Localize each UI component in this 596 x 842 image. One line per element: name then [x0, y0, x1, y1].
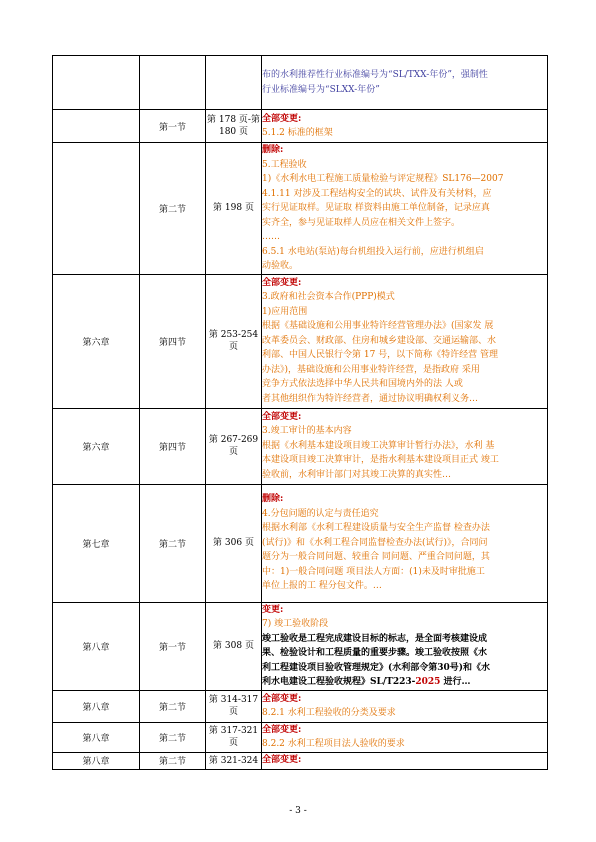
- section-cell: 第二节: [140, 722, 206, 752]
- content-line: 竣工验收是工程完成建设目标的标志，是全面考核建设成: [262, 633, 488, 644]
- content-line: 5.1.2 标准的框架: [262, 128, 333, 138]
- content-line: 根据《基础设施和公用事业特许经营管理办法》(国家发 展: [262, 321, 494, 332]
- section-cell: 第二节: [140, 484, 206, 602]
- page-number: - 3 -: [289, 806, 307, 816]
- chapter-cell: 第八章: [53, 752, 140, 769]
- table-row: [53, 484, 548, 602]
- content-line: 者其他组织作为特许经营者，通过协议明确权利义务…: [262, 393, 479, 404]
- content-line: 5.工程验收: [262, 159, 307, 170]
- content-line: 布的水利推荐性行业标准编号为“SL/TXX-年份”，强制性: [262, 70, 488, 80]
- chapter-cell: 第八章: [53, 722, 140, 752]
- change-content-cell: [262, 484, 548, 602]
- highlighted-year: 2025: [415, 677, 441, 687]
- section-cell: 第二节: [140, 752, 206, 769]
- content-line: 6.5.1 水电站(泵站)每台机组投入运行前，应进行机组启: [262, 246, 484, 257]
- page-range-cell: 第 178 页-第 180 页: [206, 110, 262, 143]
- content-line: 7) 竣工验收阶段: [262, 619, 329, 629]
- section-cell: 第一节: [140, 602, 206, 690]
- content-line: 中：1)一般合同问题 项目法人方面：(1)未及时审批施工: [262, 566, 485, 577]
- content-line: 3.政府和社会资本合作(PPP)模式: [262, 292, 395, 303]
- content-line: 单位上报的工 程分包文件。…: [262, 581, 382, 592]
- chapter-cell: [53, 110, 140, 143]
- chapter-cell: 第七章: [53, 484, 140, 602]
- table-row: [53, 56, 548, 110]
- content-line: 题分为一般合同问题、较重合 同问题、严重合同问题，其: [262, 552, 490, 563]
- change-content-cell: [262, 690, 548, 722]
- chapter-cell: [53, 56, 140, 110]
- page-range-cell: 第 267-269 页: [206, 408, 262, 484]
- page-range-cell: [206, 56, 262, 110]
- table-row: [53, 143, 548, 275]
- content-line: 利部、中国人民银行令第 17 号，以下简称《特许经营 管理: [262, 350, 499, 361]
- table-row: [53, 274, 548, 408]
- change-content-cell: [262, 752, 548, 769]
- content-line: 8.2.1 水利工程验收的分类及要求: [262, 708, 396, 718]
- chapter-cell: 第八章: [53, 690, 140, 722]
- content-line: 全部变更:: [262, 113, 302, 124]
- content-line: 1)《水利水电工程施工质量检验与评定规程》SL176—2007: [262, 174, 504, 184]
- content-line: 实行见证取样。见证取 样资料由施工单位制备，记录应真: [262, 203, 490, 213]
- change-content-cell: [262, 143, 548, 275]
- content-line: 利工程建设项目验收管理规定》(水利部令第30号)和《水: [262, 662, 491, 673]
- content-line: 竞争方式依法选择中华人民共和国境内外的法 人或: [262, 379, 463, 390]
- table-row: [53, 690, 548, 722]
- section-cell: 第二节: [140, 143, 206, 275]
- page-range-cell: 第 321-324: [206, 752, 262, 769]
- chapter-cell: 第八章: [53, 602, 140, 690]
- content-line: 改革委员会、财政部、住房和城乡建设部、交通运输部、水: [262, 335, 497, 346]
- page-range-cell: 第 314-317 页: [206, 690, 262, 722]
- section-cell: 第四节: [140, 408, 206, 484]
- section-cell: 第一节: [140, 110, 206, 143]
- content-line: 全部变更:: [262, 724, 302, 735]
- content-line: (试行)》和《水利工程合同监督检查办法(试行)》，合同问: [262, 537, 488, 548]
- change-content-cell: [262, 110, 548, 143]
- content-line: 8.2.2 水利工程项目法人验收的要求: [262, 739, 405, 749]
- content-line: 4.1.11 对涉及工程结构安全的试块、试件及有关材料，应: [262, 188, 492, 199]
- content-line: 利水电建设工程验收规程》SL/T223-2025 进行…: [262, 677, 471, 687]
- content-line: 删除:: [262, 145, 284, 155]
- page-range-cell: 第 306 页: [206, 484, 262, 602]
- page-range-cell: 第 317-321 页: [206, 722, 262, 752]
- content-line: 1)应用范围: [262, 306, 308, 317]
- content-line: 3.竣工审计的基本内容: [262, 426, 352, 437]
- chapter-cell: 第六章: [53, 408, 140, 484]
- table-row: [53, 752, 548, 769]
- content-line: 全部变更:: [262, 693, 302, 704]
- page-range-cell: 第 198 页: [206, 143, 262, 275]
- content-line: 删除:: [262, 494, 284, 505]
- changes-table-body: [53, 56, 548, 770]
- content-line: 根据《水利基本建设项目竣工决算审计暂行办法》，水利 基: [262, 440, 495, 451]
- table-row: [53, 722, 548, 752]
- content-line: 果、检验设计和工程质量的重要步骤。竣工验收按照《水: [262, 648, 488, 658]
- change-content-cell: [262, 408, 548, 484]
- content-line: 实齐全，参与见证取样人员应在相关文件上签字。: [262, 217, 461, 228]
- change-content-cell: [262, 274, 548, 408]
- change-content-cell: [262, 56, 548, 110]
- chapter-cell: [53, 143, 140, 275]
- page-range-cell: 第 253-254 页: [206, 274, 262, 408]
- changes-table: [52, 55, 548, 770]
- page-range-cell: 第 308 页: [206, 602, 262, 690]
- content-line: ……: [262, 232, 280, 242]
- content-line: 变更:: [262, 604, 284, 615]
- content-line: 办法》)，基础设施和公用事业特许经营，是指政府 采用: [262, 364, 480, 375]
- content-line: 全部变更:: [262, 411, 302, 422]
- table-row: [53, 110, 548, 143]
- change-content-cell: [262, 722, 548, 752]
- table-row: [53, 602, 548, 690]
- content-line: 全部变更:: [262, 755, 302, 766]
- content-line: 动验收。: [262, 261, 299, 271]
- content-line: 4.分包问题的认定与责任追究: [262, 508, 379, 519]
- content-line: 全部变更:: [262, 277, 302, 288]
- section-cell: [140, 56, 206, 110]
- content-line: 验收前，水利审计部门对其竣工决算的真实性…: [262, 469, 452, 480]
- change-content-cell: [262, 602, 548, 690]
- section-cell: 第二节: [140, 690, 206, 722]
- content-line: 根据水利部《水利工程建设质量与安全生产监督 检查办法: [262, 523, 490, 534]
- chapter-cell: 第六章: [53, 274, 140, 408]
- table-row: [53, 408, 548, 484]
- content-line: 本建设项目竣工决算审计，是指水利基本建设项目正式 竣工: [262, 455, 499, 466]
- section-cell: 第四节: [140, 274, 206, 408]
- content-line: 行业标准编号为“SLXX-年份”: [262, 84, 380, 95]
